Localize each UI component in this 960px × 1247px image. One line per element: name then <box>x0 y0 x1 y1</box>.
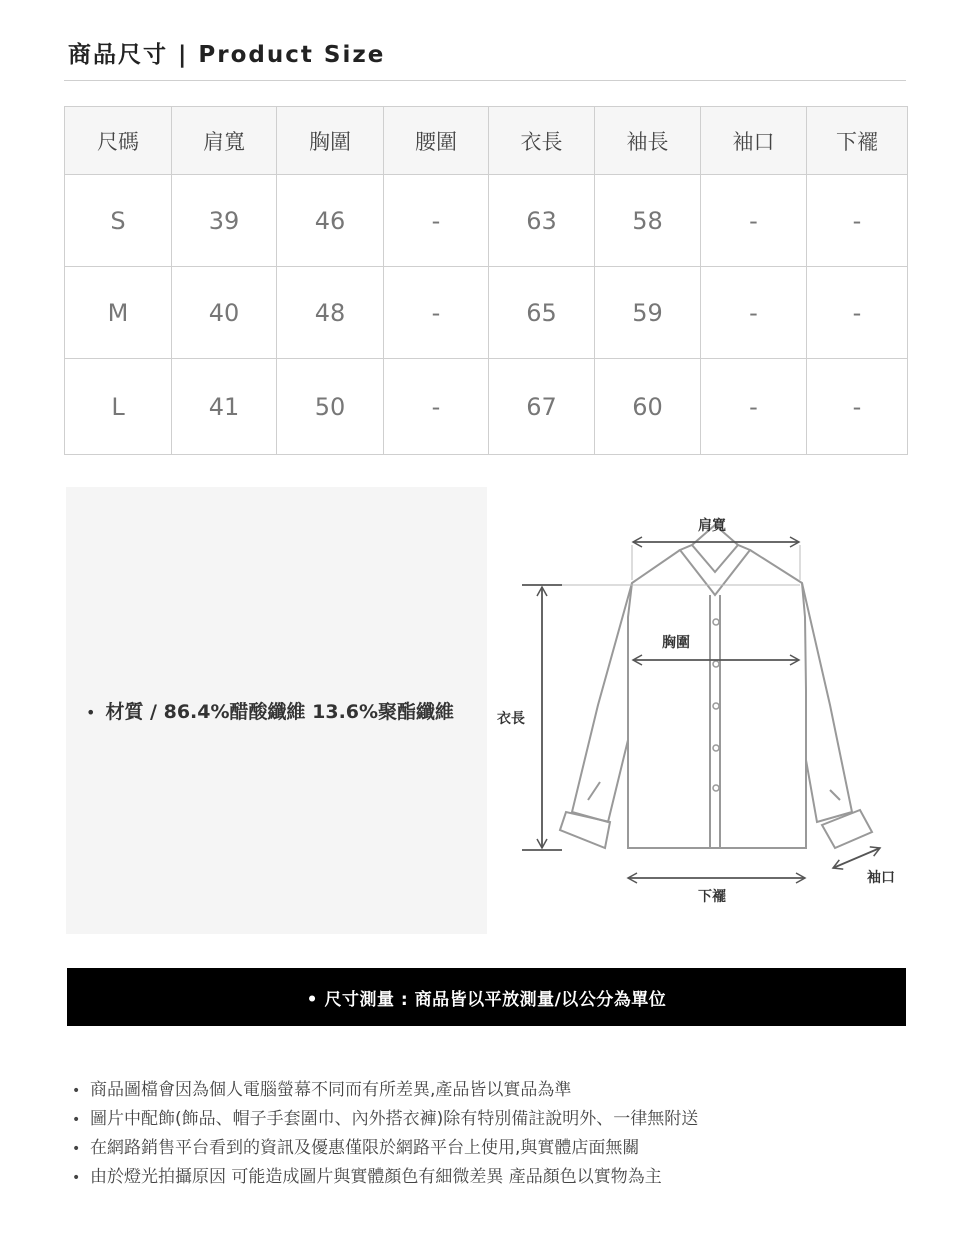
column-header-sleeve-length: 袖長 <box>595 107 701 175</box>
note-bullet: • <box>72 1141 81 1157</box>
list-item <box>72 1076 698 1105</box>
title-divider <box>64 80 906 81</box>
table-cell: - <box>701 175 807 267</box>
column-header-hem: 下襬 <box>807 107 908 175</box>
table-row <box>65 359 908 455</box>
table-cell: 48 <box>277 267 384 359</box>
hem-label: 下襬 <box>698 889 726 905</box>
note-text: 圖片中配飾(飾品、帽子手套圍巾、內外搭衣褲)除有特別備註說明外、一律無附送 <box>90 1109 699 1129</box>
table-row <box>65 267 908 359</box>
shoulder-label: 肩寬 <box>698 518 726 534</box>
table-cell: 63 <box>489 175 595 267</box>
table-cell: 39 <box>172 175 277 267</box>
size-table <box>64 106 908 455</box>
list-item <box>72 1134 698 1163</box>
list-item <box>72 1105 698 1134</box>
cuff-arrow <box>833 848 880 868</box>
table-cell: - <box>384 359 489 455</box>
table-cell: 59 <box>595 267 701 359</box>
shirt-outline <box>560 525 872 848</box>
column-header-chest: 胸圍 <box>277 107 384 175</box>
table-header-row <box>65 107 908 175</box>
shirt-measurement-diagram <box>497 500 920 920</box>
column-header-shoulder: 肩寬 <box>172 107 277 175</box>
table-cell: - <box>807 267 908 359</box>
column-header-waist: 腰圍 <box>384 107 489 175</box>
table-cell: L <box>65 359 172 455</box>
cuff-label: 袖口 <box>867 870 895 886</box>
table-cell: 50 <box>277 359 384 455</box>
table-cell: - <box>807 359 908 455</box>
table-cell: - <box>384 175 489 267</box>
note-text: 在網路銷售平台看到的資訊及優惠僅限於網路平台上使用,與實體店面無關 <box>90 1138 640 1158</box>
length-label: 衣長 <box>497 711 525 727</box>
measure-arrows <box>522 542 880 878</box>
table-cell: 40 <box>172 267 277 359</box>
material-panel <box>66 487 487 934</box>
measurement-banner: • 尺寸測量 : 商品皆以平放測量/以公分為單位 <box>67 968 906 1026</box>
chest-label: 胸圍 <box>662 635 690 651</box>
column-header-length: 衣長 <box>489 107 595 175</box>
material-bullet: • <box>86 703 96 722</box>
table-cell: - <box>807 175 908 267</box>
material-info <box>86 697 454 724</box>
table-cell: M <box>65 267 172 359</box>
table-cell: 46 <box>277 175 384 267</box>
column-header-size: 尺碼 <box>65 107 172 175</box>
page-title: 商品尺寸 | Product Size <box>68 42 386 68</box>
note-bullet: • <box>72 1083 81 1099</box>
column-header-cuff: 袖口 <box>701 107 807 175</box>
table-cell: 60 <box>595 359 701 455</box>
table-cell: 58 <box>595 175 701 267</box>
material-text: 材質 / 86.4%醋酸纖維 13.6%聚酯纖維 <box>105 701 455 723</box>
note-bullet: • <box>72 1170 81 1186</box>
table-cell: S <box>65 175 172 267</box>
list-item <box>72 1163 698 1192</box>
table-cell: - <box>701 267 807 359</box>
table-cell: 67 <box>489 359 595 455</box>
table-row <box>65 175 908 267</box>
notes-list <box>72 1076 698 1192</box>
table-cell: - <box>384 267 489 359</box>
table-cell: 65 <box>489 267 595 359</box>
table-cell: - <box>701 359 807 455</box>
table-cell: 41 <box>172 359 277 455</box>
note-bullet: • <box>72 1112 81 1128</box>
note-text: 由於燈光拍攝原因 可能造成圖片與實體顏色有細微差異 產品顏色以實物為主 <box>90 1167 662 1187</box>
buttons <box>713 619 719 791</box>
note-text: 商品圖檔會因為個人電腦螢幕不同而有所差異,產品皆以實品為準 <box>90 1080 572 1100</box>
